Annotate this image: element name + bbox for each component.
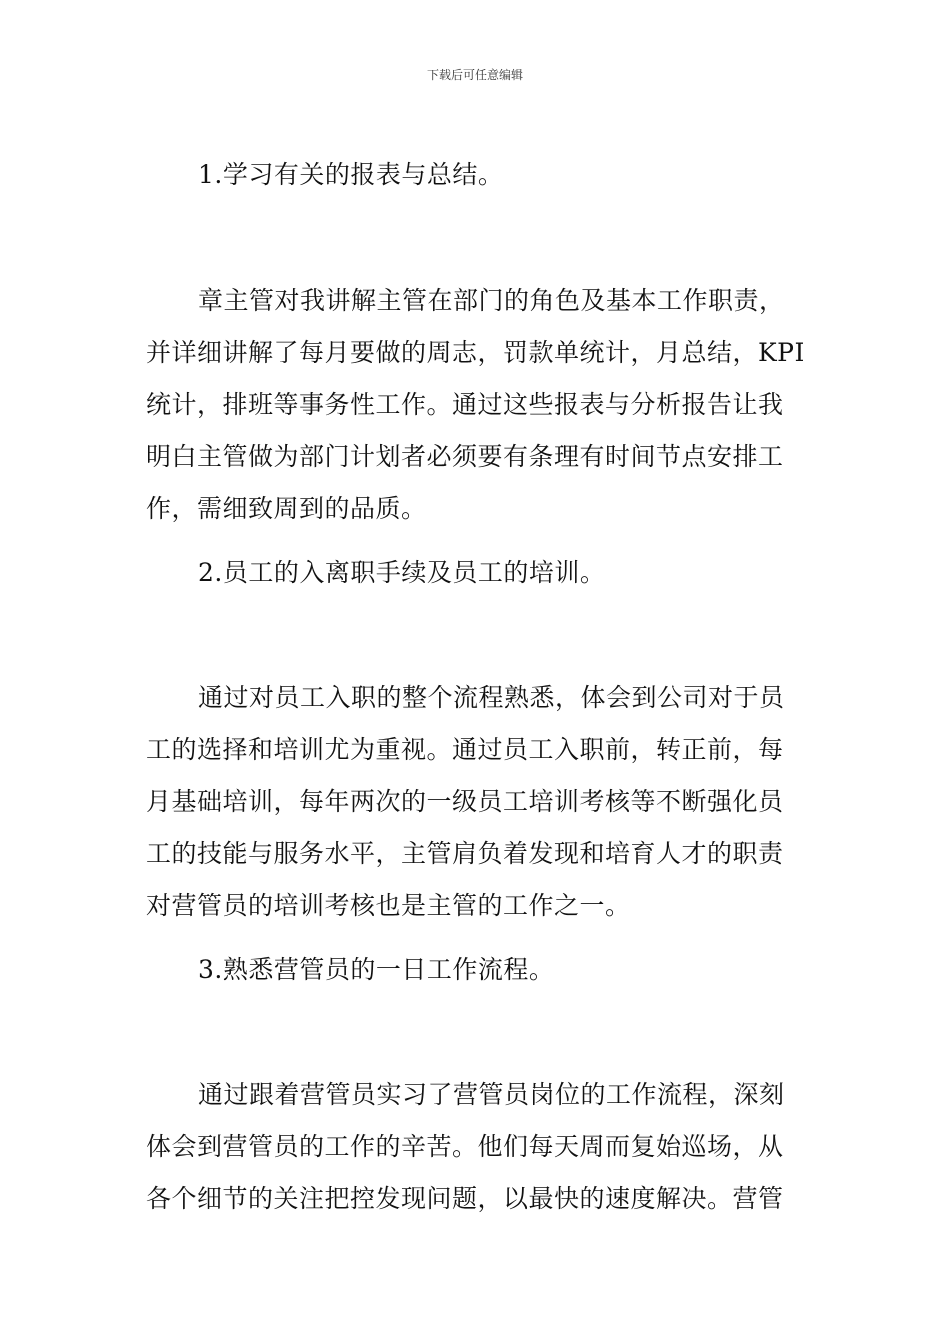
paragraph-line: 通过对员工入职的整个流程熟悉，体会到公司对于员 (198, 683, 785, 712)
paragraph-line: 月基础培训，每年两次的一级员工培训考核等不断强化员 (146, 787, 784, 816)
paragraph-line: 体会到营管员的工作的辛苦。他们每天周而复始巡场，从 (146, 1132, 784, 1161)
paragraph-line: 各个细节的关注把控发现问题，以最快的速度解决。营管 (146, 1184, 784, 1213)
paragraph-3 (146, 1082, 785, 1238)
section-heading-3 (146, 957, 554, 1009)
paragraph-line: 统计，排班等事务性工作。通过这些报表与分析报告让我 (146, 390, 784, 419)
section-heading-2 (146, 560, 605, 612)
paragraph-line: 明白主管做为部门计划者必须要有条理有时间节点安排工 (146, 442, 784, 471)
paragraph-line: 并详细讲解了每月要做的周志，罚款单统计，月总结，KPI (146, 338, 805, 367)
paragraph-line: 工的技能与服务水平，主管肩负着发现和培育人才的职责 (146, 839, 784, 868)
paragraph-line: 作，需细致周到的品质。 (146, 494, 427, 523)
heading-text: 2.员工的入离职手续及员工的培训。 (198, 558, 606, 587)
page-header: 下载后可任意编辑 (426, 68, 523, 82)
paragraph-line: 工的选择和培训尤为重视。通过员工入职前，转正前，每 (146, 735, 784, 764)
paragraph-line: 对营管员的培训考核也是主管的工作之一。 (146, 891, 631, 920)
paragraph-line: 章主管对我讲解主管在部门的角色及基本工作职责， (198, 286, 785, 315)
section-heading-1 (146, 162, 503, 214)
paragraph-line: 通过跟着营管员实习了营管员岗位的工作流程，深刻 (198, 1080, 785, 1109)
paragraph-1 (146, 288, 805, 548)
heading-text: 3.熟悉营管员的一日工作流程。 (198, 955, 555, 984)
paragraph-2 (146, 685, 785, 945)
heading-text: 1.学习有关的报表与总结。 (198, 160, 504, 189)
